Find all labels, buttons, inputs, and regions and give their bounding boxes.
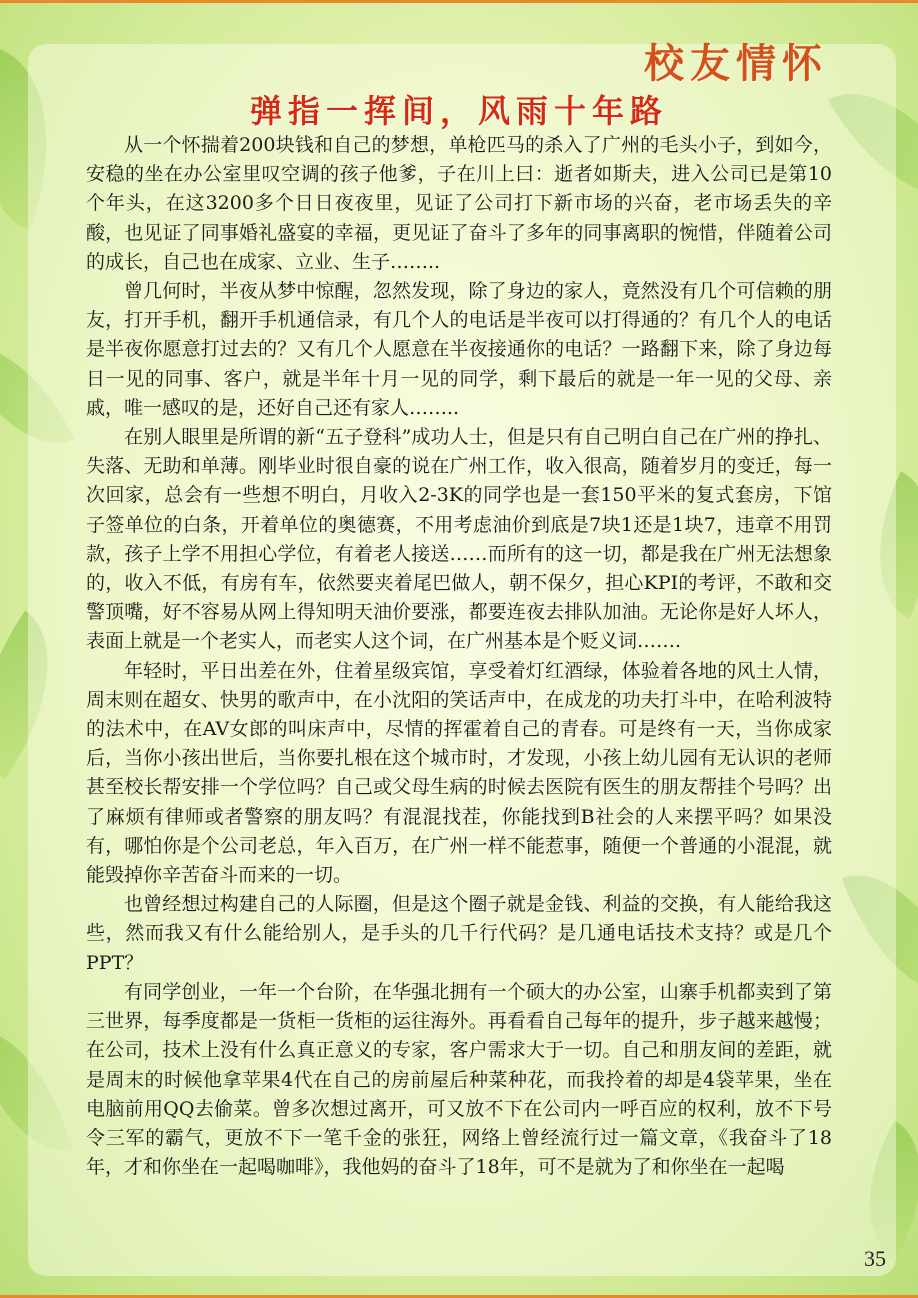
paragraph: 从一个怀揣着200块钱和自己的梦想，单枪匹马的杀入了广州的毛头小子，到如今，安稳的坐在办公室里叹空调的孩子他爹，子在川上曰：逝者如斯夫，进入公司已是第10个年头，在这3200多个日日夜夜里，见证了公司打下新市场的兴奋，老市场丢失的辛酸，也见证了同事婚礼盛宴的幸福，更见证了奋斗了多年的同事离职的惋惜，伴随着公司的成长，自己也在成家、立业、生子…….. <box>86 134 832 273</box>
page-number: 35 <box>864 1246 886 1271</box>
article-body <box>86 131 832 1182</box>
paragraph: 年轻时，平日出差在外，住着星级宾馆，享受着灯红酒绿，体验着各地的风土人情，周末则在超女、快男的歌声中，在小沈阳的笑话声中，在成龙的功夫打斗中，在哈利波特的法术中，在AV女郎的叫床声中，尽情的挥霍着自己的青春。可是终有一天，当你成家后，当你小孩出世后，当你要扎根在这个城市时，才发现，小孩上幼儿园有无认识的老师甚至校长帮安排一个学位吗？自己或父母生病的时候去医院有医生的朋友帮挂个号吗？出了麻烦有律师或者警察的朋友吗？有混混找茬，你能找到B社会的人来摆平吗？如果没有，哪怕你是个公司老总，年入百万，在广州一样不能惹事，随便一个普通的小混混，就能毁掉你辛苦奋斗而来的一切。 <box>86 659 832 887</box>
section-label: 校友情怀 <box>644 41 828 87</box>
paragraph: 也曾经想过构建自己的人际圈，但是这个圈子就是金钱、利益的交换，有人能给我这些，然而我又有什么能给别人，是手头的几千行代码？是几通电话技术支持？或是几个PPT？ <box>86 893 832 974</box>
top-border <box>0 0 918 3</box>
paragraph: 在别人眼里是所谓的新“五子登科”成功人士，但是只有自己明白自己在广州的挣扎、失落、无助和单薄。刚毕业时很自豪的说在广州工作，收入很高，随着岁月的变迁，每一次回家，总会有一些想不明白，月收入2-3K的同学也是一套150平米的复式套房，下馆子签单位的白条，开着单位的奥德赛，不用考虑油价到底是7块1还是1块7，违章不用罚款，孩子上学不用担心学位，有着老人接送……而所有的这一切，都是我在广州无法想象的，收入不低，有房有车，依然要夹着尾巴做人，朝不保夕，担心KPI的考评，不敢和交警顶嘴，好不容易从网上得知明天油价要涨，都要连夜去排队加油。无论你是好人坏人，表面上就是一个老实人，而老实人这个词，在广州基本是个贬义词……. <box>86 426 832 653</box>
paragraph: 有同学创业，一年一个台阶，在华强北拥有一个硕大的办公室，山寨手机都卖到了第三世界，每季度都是一货柜一货柜的运往海外。再看看自己每年的提升，步子越来越慢；在公司，技术上没有什么真正意义的专家，客户需求大于一切。自己和朋友间的差距，就是周末的时候他拿苹果4代在自己的房前屋后种菜种花，而我拎着的却是4袋苹果，坐在电脑前用QQ去偷菜。曾多次想过离开，可又放不下在公司内一呼百应的权利，放不下号令三军的霸气，更放不下一笔千金的张狂，网络上曾经流行过一篇文章，《我奋斗了18年，才和你坐在一起喝咖啡》，我他妈的奋斗了18年，可不是就为了和你坐在一起喝 <box>86 980 832 1179</box>
article-title: 弹指一挥间，风雨十年路 <box>249 92 668 130</box>
paragraph: 曾几何时，半夜从梦中惊醒，忽然发现，除了身边的家人，竟然没有几个可信赖的朋友，打开手机，翻开手机通信录，有几个人的电话是半夜可以打得通的？有几个人的电话是半夜你愿意打过去的？又有几个人愿意在半夜接通你的电话？一路翻下来，除了身边每日一见的同事、客户，就是半年十月一见的同学，剩下最后的就是一年一见的父母、亲戚，唯一感叹的是，还好自己还有家人…….. <box>86 280 832 419</box>
